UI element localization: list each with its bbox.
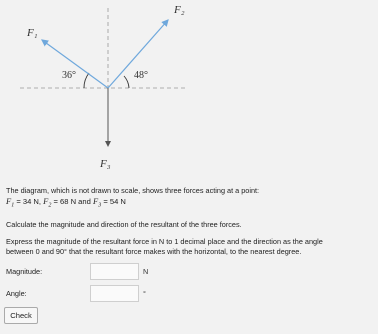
- f2-value: = 68 N and: [53, 197, 91, 206]
- force-f3-label: F₃: [100, 158, 111, 170]
- angle-arc-36: [84, 73, 89, 88]
- f1-value: = 34 N,: [16, 197, 42, 206]
- question-intro: The diagram, which is not drawn to scale, shows three forces acting at a point:: [6, 186, 260, 195]
- f1-variable: $F_1$: [6, 196, 15, 209]
- magnitude-label: Magnitude:: [6, 267, 43, 276]
- force-f2-label: F₂: [174, 4, 185, 16]
- magnitude-input[interactable]: [90, 263, 139, 280]
- magnitude-unit: N: [143, 267, 149, 276]
- angle-36-label: 36°: [62, 70, 76, 81]
- angle-row: [6, 285, 146, 302]
- question-task: Calculate the magnitude and direction of the resultant of the three forces.: [6, 220, 242, 229]
- angle-label: Angle:: [6, 289, 27, 298]
- angle-48-label: 48°: [134, 70, 148, 81]
- angle-unit: °: [143, 289, 146, 298]
- magnitude-row: [6, 263, 148, 280]
- force-f1-label: F₁: [27, 27, 38, 39]
- check-button[interactable]: Check: [4, 307, 38, 324]
- f3-variable: $F_3$: [92, 196, 102, 209]
- f3-value: = 54 N: [103, 197, 126, 206]
- instructions-line-1: Express the magnitude of the resultant force in N to 1 decimal place and the direction as the angle: [6, 237, 323, 246]
- force-values: [6, 197, 126, 211]
- angle-arc-48: [124, 76, 129, 88]
- f2-variable: $F_2$: [43, 196, 52, 209]
- angle-input[interactable]: [90, 285, 139, 302]
- instructions-line-2: between 0 and 90° that the resultant force makes with the horizontal, to the nearest degree.: [6, 247, 302, 256]
